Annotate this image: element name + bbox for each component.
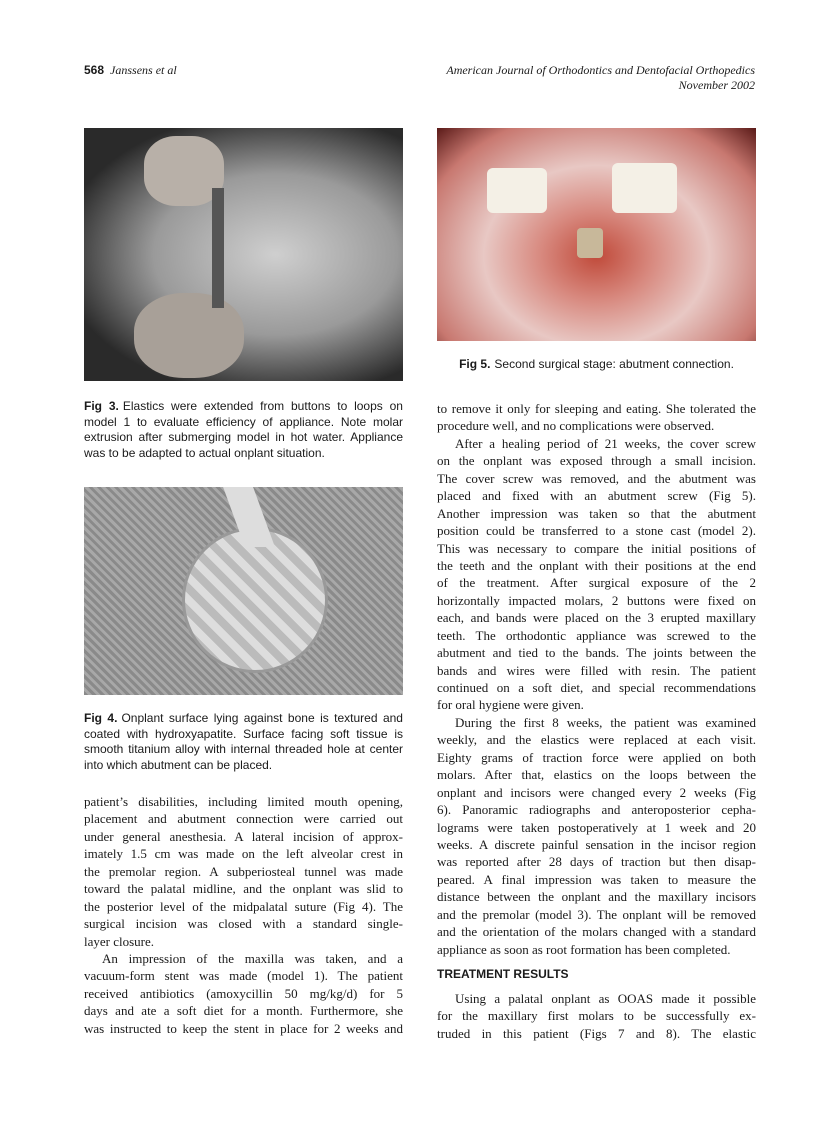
text-line: distance between the onplant and the maxillary incisors: [437, 889, 756, 905]
text-line: weekly, and the elastics were replaced at each visit.: [437, 732, 756, 748]
text-line: patient’s disabilities, including limited mouth opening,: [84, 794, 403, 809]
figure-label: Fig 5.: [459, 357, 491, 371]
issue-date: November 2002: [678, 78, 755, 92]
text-line: Another impression was taken so that the abutment: [437, 505, 756, 521]
text-line: and the orientation of the molars changed with a standard: [437, 924, 756, 940]
figure-3-photo: [84, 128, 403, 381]
text-line: 6). Panoramic radiographs and anteroposterior cepha-: [437, 802, 756, 818]
figure-3-caption: [84, 399, 403, 461]
caption-text: Second surgical stage: abutment connection.: [494, 357, 734, 371]
text-line: position could be transferred to a stone cast (model 2).: [437, 523, 756, 539]
caption-text: Onplant surface lying against bone is textured and coated with hydroxyapatite. Surface facing soft tissue is smooth titanium alloy with internal threaded hole at center into which abutment can be placed.: [84, 711, 403, 772]
text-line: days and ate a soft diet for a month. Furthermore, she: [84, 1003, 403, 1019]
text-line: on the onplant was exposed through a small incision.: [437, 453, 756, 469]
text-line: the premolar region. A subperiosteal tunnel was made: [84, 863, 403, 879]
text-line: received antibiotics (amoxycillin 50 mg/kg/d) for 5: [84, 985, 403, 1001]
text-line: the posterior level of the midpalatal suture (Fig 4). The: [84, 898, 403, 914]
figure-label: Fig 3.: [84, 399, 119, 413]
text-line: During the first 8 weeks, the patient was examined: [455, 714, 756, 730]
text-line: was reported after 28 days of traction but then disap-: [437, 854, 756, 870]
text-line: truded in this patient (Figs 7 and 8). The elastic: [437, 1025, 756, 1041]
caption-text: Elastics were extended from buttons to loops on model 1 to evaluate efficiency of appliance. Note molar extrusion after submerging model in hot water. Appliance was to be adapted to actual onplant situation.: [84, 399, 403, 460]
text-line: peared. A final impression was taken to measure the: [437, 871, 756, 887]
page-number: 568: [84, 63, 105, 77]
text-line: This was necessary to compare the initial positions of: [437, 540, 756, 556]
text-line: and the premolar (model 3). The onplant will be removed: [437, 906, 756, 922]
text-line: was instructed to keep the stent in place for 2 weeks and: [84, 1020, 403, 1036]
text-line: bands and wires were filled with resin. The patient: [437, 662, 756, 678]
text-line: to remove it only for sleeping and eating. She tolerated the: [437, 401, 756, 416]
text-line: each, and bands were placed on the 3 erupted maxillary: [437, 610, 756, 626]
text-line: horizontally impacted molars, 2 buttons were fixed on: [437, 592, 756, 608]
body-right-column: [437, 400, 756, 1042]
authors: Janssens et al: [110, 63, 177, 77]
text-line: layer closure.: [84, 933, 155, 949]
text-line: Eighty grams of traction force were applied on both: [437, 749, 756, 765]
running-header-left: [84, 63, 177, 78]
text-line: for oral hygiene were given.: [437, 697, 584, 713]
text-line: placed and fixed with an abutment screw (Fig 5).: [437, 488, 756, 504]
figure-5-caption: [437, 357, 756, 373]
text-line: of the treatment. After surgical exposure of the 2: [437, 575, 756, 591]
text-line: molars. After that, elastics on the loops between the: [437, 767, 756, 783]
text-line: An impression of the maxilla was taken, and a: [102, 950, 403, 966]
text-line: continued on a soft diet, and special recommendations: [437, 680, 756, 695]
section-heading: TREATMENT RESULTS: [437, 967, 569, 981]
text-line: toward the palatal midline, and the onplant was slid to: [84, 881, 403, 897]
figure-4-photo: [84, 487, 403, 695]
text-line: procedure well, and no complications were observed.: [437, 418, 715, 434]
body-left-column: [84, 793, 403, 1037]
text-line: for the maxillary first molars to be successfully ex-: [437, 1008, 756, 1024]
text-line: weeks. A discrete painful sensation in the incisor region: [437, 836, 756, 852]
text-line: teeth. The orthodontic appliance was screwed to the: [437, 627, 756, 643]
text-line: Using a palatal onplant as OOAS made it possible: [455, 991, 756, 1006]
text-line: under general anesthesia. A lateral incision of approx-: [84, 828, 403, 844]
figure-5-photo: [437, 128, 756, 341]
text-line: placement and abutment connection were carried out: [84, 811, 403, 827]
journal-title: American Journal of Orthodontics and Dentofacial Orthopedics: [446, 63, 755, 77]
text-line: imately 1.5 cm was made on the left alveolar crest in: [84, 846, 403, 862]
text-line: onplant and incisors were changed every 2 weeks (Fig: [437, 784, 756, 800]
text-line: abutment and tied to the bands. The joints between the: [437, 645, 756, 661]
text-line: surgical incision was closed with a standard single-: [84, 916, 403, 932]
text-line: The cover screw was removed, and the abutment was: [437, 470, 756, 486]
text-line: After a healing period of 21 weeks, the cover screw: [455, 435, 756, 451]
text-line: vacuum-form stent was made (model 1). The patient: [84, 968, 403, 984]
text-line: the teeth and the onplant with their positions at the end: [437, 557, 756, 573]
text-line: appliance as soon as root formation has been completed.: [437, 941, 731, 957]
text-line: lograms were taken postoperatively at 1 week and 20: [437, 819, 756, 835]
running-header-right: [446, 63, 755, 93]
figure-4-caption: [84, 711, 403, 773]
figure-label: Fig 4.: [84, 711, 118, 725]
